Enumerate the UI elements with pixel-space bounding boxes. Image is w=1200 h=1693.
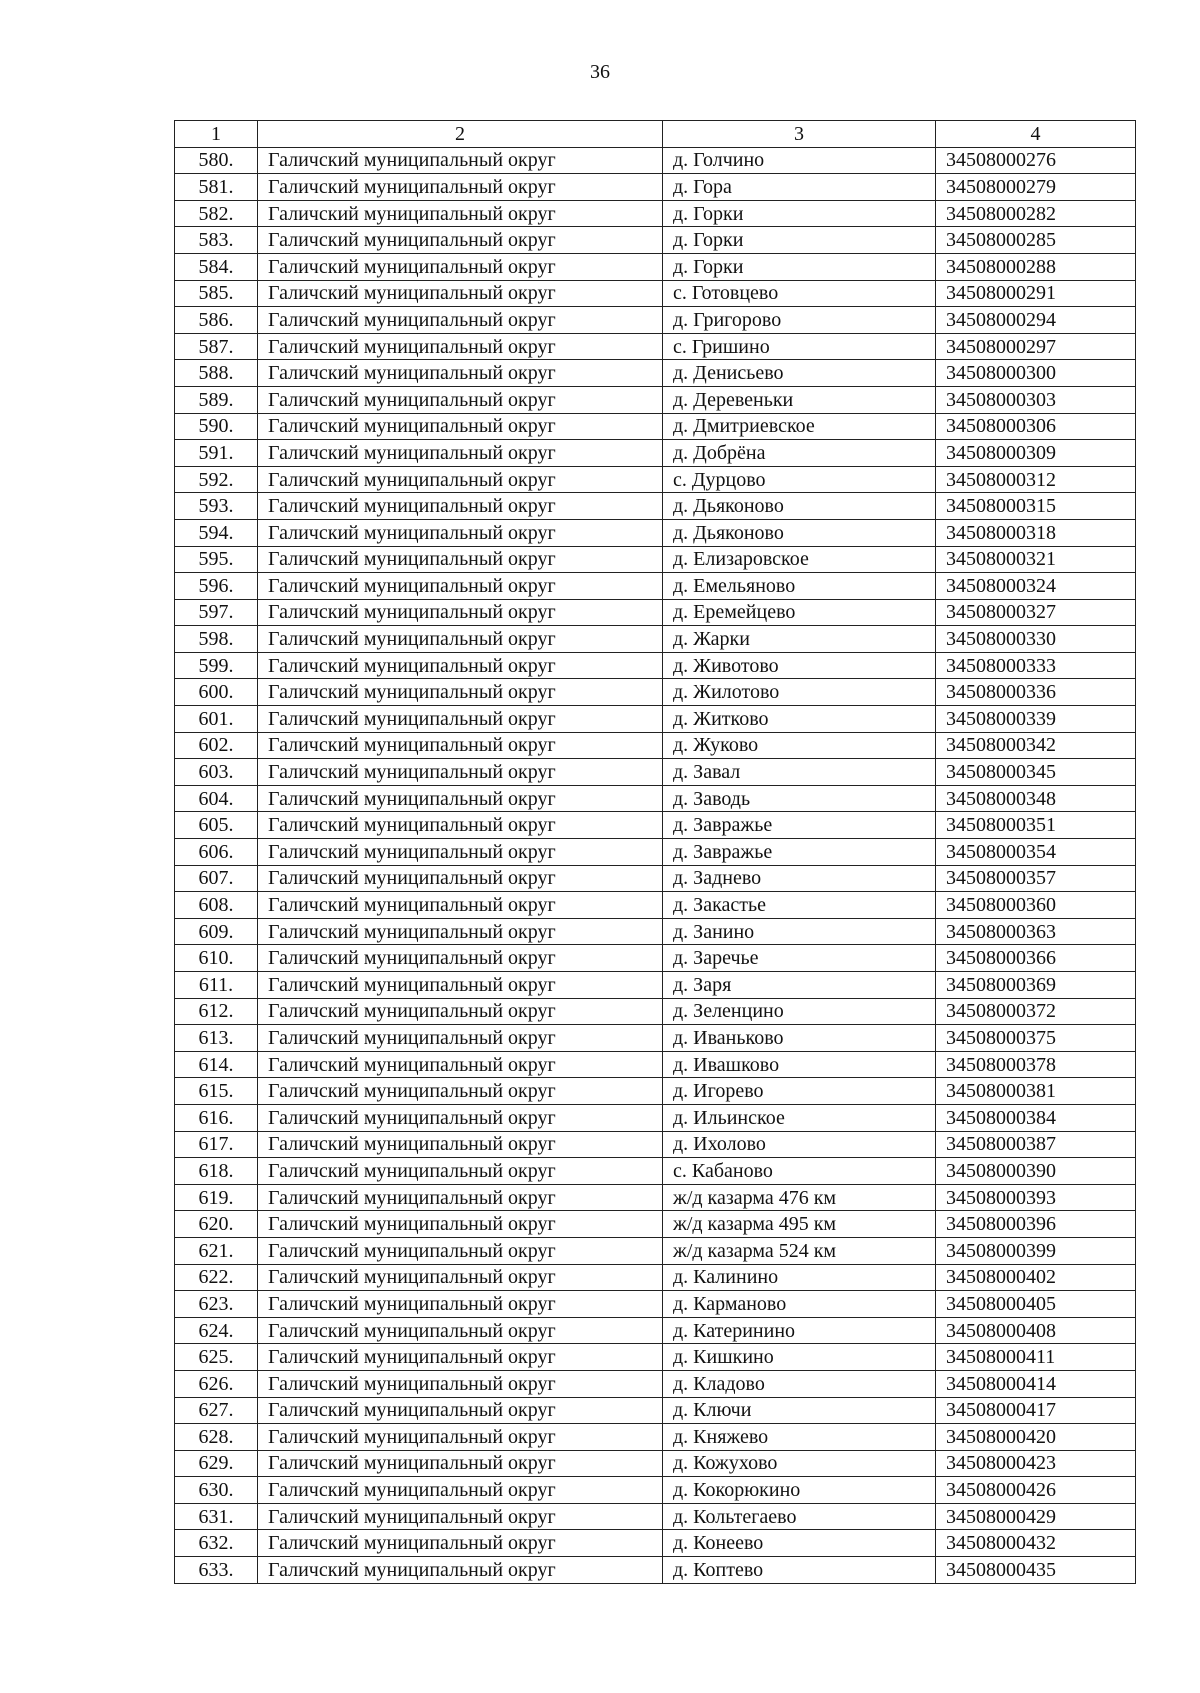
oktmo-code: 34508000285	[936, 227, 1136, 254]
oktmo-code: 34508000414	[936, 1370, 1136, 1397]
municipality: Галичский муниципальный округ	[258, 1397, 663, 1424]
table-row	[175, 1424, 1136, 1451]
table-row	[175, 493, 1136, 520]
settlement-name: д. Кокорюкино	[663, 1477, 936, 1504]
row-number: 585.	[175, 280, 258, 307]
row-number: 615.	[175, 1078, 258, 1105]
oktmo-code: 34508000318	[936, 519, 1136, 546]
oktmo-code: 34508000426	[936, 1477, 1136, 1504]
municipality: Галичский муниципальный округ	[258, 706, 663, 733]
table-row	[175, 1025, 1136, 1052]
oktmo-code: 34508000351	[936, 812, 1136, 839]
table-row	[175, 1370, 1136, 1397]
table-row	[175, 1291, 1136, 1318]
settlement-name: д. Дьяконово	[663, 493, 936, 520]
row-number: 597.	[175, 599, 258, 626]
settlement-name: с. Дурцово	[663, 466, 936, 493]
municipality: Галичский муниципальный округ	[258, 147, 663, 174]
municipality: Галичский муниципальный округ	[258, 1317, 663, 1344]
table-row	[175, 1078, 1136, 1105]
table-row	[175, 546, 1136, 573]
oktmo-code: 34508000381	[936, 1078, 1136, 1105]
municipality: Галичский муниципальный округ	[258, 1211, 663, 1238]
settlement-name: д. Катеринино	[663, 1317, 936, 1344]
oktmo-code: 34508000387	[936, 1131, 1136, 1158]
row-number: 609.	[175, 918, 258, 945]
column-header-2: 2	[258, 121, 663, 148]
oktmo-code: 34508000282	[936, 200, 1136, 227]
oktmo-code: 34508000402	[936, 1264, 1136, 1291]
settlement-name: д. Еремейцево	[663, 599, 936, 626]
settlement-name: д. Завражье	[663, 812, 936, 839]
table-body	[175, 147, 1136, 1583]
municipality: Галичский муниципальный округ	[258, 1291, 663, 1318]
row-number: 621.	[175, 1237, 258, 1264]
row-number: 613.	[175, 1025, 258, 1052]
municipality: Галичский муниципальный округ	[258, 918, 663, 945]
settlements-table	[174, 120, 1136, 1584]
oktmo-code: 34508000321	[936, 546, 1136, 573]
municipality: Галичский муниципальный округ	[258, 1450, 663, 1477]
settlement-name: д. Заречье	[663, 945, 936, 972]
oktmo-code: 34508000336	[936, 679, 1136, 706]
municipality: Галичский муниципальный округ	[258, 493, 663, 520]
settlement-name: д. Емельяново	[663, 573, 936, 600]
municipality: Галичский муниципальный округ	[258, 573, 663, 600]
oktmo-code: 34508000324	[936, 573, 1136, 600]
settlement-name: д. Карманово	[663, 1291, 936, 1318]
table-row	[175, 945, 1136, 972]
table-row	[175, 1477, 1136, 1504]
table-row	[175, 1211, 1136, 1238]
row-number: 589.	[175, 386, 258, 413]
settlement-name: д. Кожухово	[663, 1450, 936, 1477]
oktmo-code: 34508000432	[936, 1530, 1136, 1557]
row-number: 587.	[175, 333, 258, 360]
municipality: Галичский муниципальный округ	[258, 1424, 663, 1451]
table-row	[175, 1158, 1136, 1185]
row-number: 590.	[175, 413, 258, 440]
row-number: 626.	[175, 1370, 258, 1397]
table-row	[175, 1131, 1136, 1158]
municipality: Галичский муниципальный округ	[258, 865, 663, 892]
row-number: 611.	[175, 972, 258, 999]
settlement-name: с. Гришино	[663, 333, 936, 360]
row-number: 616.	[175, 1104, 258, 1131]
row-number: 624.	[175, 1317, 258, 1344]
table-row	[175, 865, 1136, 892]
row-number: 593.	[175, 493, 258, 520]
table-row	[175, 1397, 1136, 1424]
municipality: Галичский муниципальный округ	[258, 1025, 663, 1052]
settlement-name: д. Княжево	[663, 1424, 936, 1451]
row-number: 617.	[175, 1131, 258, 1158]
table-row	[175, 174, 1136, 201]
municipality: Галичский муниципальный округ	[258, 227, 663, 254]
settlement-name: д. Жарки	[663, 626, 936, 653]
row-number: 618.	[175, 1158, 258, 1185]
municipality: Галичский муниципальный округ	[258, 386, 663, 413]
row-number: 620.	[175, 1211, 258, 1238]
settlement-name: ж/д казарма 476 км	[663, 1184, 936, 1211]
municipality: Галичский муниципальный округ	[258, 200, 663, 227]
table-row	[175, 1104, 1136, 1131]
table-row	[175, 413, 1136, 440]
municipality: Галичский муниципальный округ	[258, 1530, 663, 1557]
settlement-name: д. Ильинское	[663, 1104, 936, 1131]
settlement-name: д. Горки	[663, 253, 936, 280]
settlement-name: д. Дмитриевское	[663, 413, 936, 440]
settlement-name: д. Ихолово	[663, 1131, 936, 1158]
row-number: 601.	[175, 706, 258, 733]
oktmo-code: 34508000360	[936, 892, 1136, 919]
municipality: Галичский муниципальный округ	[258, 1477, 663, 1504]
settlement-name: д. Горки	[663, 200, 936, 227]
oktmo-code: 34508000384	[936, 1104, 1136, 1131]
oktmo-code: 34508000399	[936, 1237, 1136, 1264]
oktmo-code: 34508000435	[936, 1557, 1136, 1584]
table-row	[175, 732, 1136, 759]
table-row	[175, 1530, 1136, 1557]
table-row	[175, 1264, 1136, 1291]
settlement-name: д. Заднево	[663, 865, 936, 892]
table-row	[175, 785, 1136, 812]
municipality: Галичский муниципальный округ	[258, 546, 663, 573]
oktmo-code: 34508000366	[936, 945, 1136, 972]
municipality: Галичский муниципальный округ	[258, 652, 663, 679]
oktmo-code: 34508000429	[936, 1503, 1136, 1530]
table-row	[175, 307, 1136, 334]
table-row	[175, 440, 1136, 467]
row-number: 631.	[175, 1503, 258, 1530]
oktmo-code: 34508000420	[936, 1424, 1136, 1451]
municipality: Галичский муниципальный округ	[258, 174, 663, 201]
municipality: Галичский муниципальный округ	[258, 1344, 663, 1371]
settlement-name: д. Зеленцино	[663, 998, 936, 1025]
table-row	[175, 360, 1136, 387]
table-row	[175, 227, 1136, 254]
table-row	[175, 519, 1136, 546]
settlement-name: д. Кишкино	[663, 1344, 936, 1371]
table-row	[175, 1450, 1136, 1477]
municipality: Галичский муниципальный округ	[258, 599, 663, 626]
page-number: 36	[590, 61, 610, 83]
settlement-name: д. Гора	[663, 174, 936, 201]
row-number: 586.	[175, 307, 258, 334]
oktmo-code: 34508000315	[936, 493, 1136, 520]
oktmo-code: 34508000276	[936, 147, 1136, 174]
table-row	[175, 759, 1136, 786]
row-number: 610.	[175, 945, 258, 972]
oktmo-code: 34508000330	[936, 626, 1136, 653]
table-row	[175, 1503, 1136, 1530]
settlement-name: д. Заводь	[663, 785, 936, 812]
table-row	[175, 679, 1136, 706]
oktmo-code: 34508000408	[936, 1317, 1136, 1344]
row-number: 606.	[175, 839, 258, 866]
table-row	[175, 706, 1136, 733]
row-number: 603.	[175, 759, 258, 786]
oktmo-code: 34508000309	[936, 440, 1136, 467]
oktmo-code: 34508000348	[936, 785, 1136, 812]
column-header-4: 4	[936, 121, 1136, 148]
municipality: Галичский муниципальный округ	[258, 998, 663, 1025]
table-row	[175, 1184, 1136, 1211]
municipality: Галичский муниципальный округ	[258, 1158, 663, 1185]
oktmo-code: 34508000390	[936, 1158, 1136, 1185]
settlement-name: д. Деревеньки	[663, 386, 936, 413]
table-row	[175, 652, 1136, 679]
settlement-name: д. Голчино	[663, 147, 936, 174]
table-row	[175, 998, 1136, 1025]
settlement-name: с. Готовцево	[663, 280, 936, 307]
oktmo-code: 34508000396	[936, 1211, 1136, 1238]
oktmo-code: 34508000363	[936, 918, 1136, 945]
settlement-name: д. Иваньково	[663, 1025, 936, 1052]
oktmo-code: 34508000333	[936, 652, 1136, 679]
settlement-name: д. Занино	[663, 918, 936, 945]
table-row	[175, 200, 1136, 227]
table-row	[175, 918, 1136, 945]
oktmo-code: 34508000294	[936, 307, 1136, 334]
oktmo-code: 34508000300	[936, 360, 1136, 387]
table-row	[175, 466, 1136, 493]
municipality: Галичский муниципальный округ	[258, 333, 663, 360]
row-number: 633.	[175, 1557, 258, 1584]
table-row	[175, 972, 1136, 999]
municipality: Галичский муниципальный округ	[258, 945, 663, 972]
settlement-name: д. Кладово	[663, 1370, 936, 1397]
table-row	[175, 147, 1136, 174]
settlement-name: д. Ивашково	[663, 1051, 936, 1078]
settlement-name: д. Добрёна	[663, 440, 936, 467]
settlement-name: д. Животово	[663, 652, 936, 679]
table-row	[175, 1051, 1136, 1078]
settlement-name: д. Завражье	[663, 839, 936, 866]
column-header-1: 1	[175, 121, 258, 148]
table-row	[175, 599, 1136, 626]
oktmo-code: 34508000288	[936, 253, 1136, 280]
table-row	[175, 812, 1136, 839]
row-number: 581.	[175, 174, 258, 201]
settlement-name: д. Завал	[663, 759, 936, 786]
settlement-name: д. Ключи	[663, 1397, 936, 1424]
municipality: Галичский муниципальный округ	[258, 1370, 663, 1397]
municipality: Галичский муниципальный округ	[258, 839, 663, 866]
row-number: 599.	[175, 652, 258, 679]
oktmo-code: 34508000327	[936, 599, 1136, 626]
municipality: Галичский муниципальный округ	[258, 812, 663, 839]
municipality: Галичский муниципальный округ	[258, 759, 663, 786]
row-number: 596.	[175, 573, 258, 600]
settlement-name: д. Жуково	[663, 732, 936, 759]
row-number: 580.	[175, 147, 258, 174]
column-header-3: 3	[663, 121, 936, 148]
municipality: Галичский муниципальный округ	[258, 1503, 663, 1530]
settlement-name: д. Григорово	[663, 307, 936, 334]
row-number: 629.	[175, 1450, 258, 1477]
table-row	[175, 280, 1136, 307]
table-row	[175, 1344, 1136, 1371]
municipality: Галичский муниципальный округ	[258, 1051, 663, 1078]
settlement-name: д. Дьяконово	[663, 519, 936, 546]
municipality: Галичский муниципальный округ	[258, 732, 663, 759]
row-number: 595.	[175, 546, 258, 573]
table-row	[175, 333, 1136, 360]
municipality: Галичский муниципальный округ	[258, 307, 663, 334]
oktmo-code: 34508000306	[936, 413, 1136, 440]
settlement-name: д. Горки	[663, 227, 936, 254]
municipality: Галичский муниципальный округ	[258, 1184, 663, 1211]
municipality: Галичский муниципальный округ	[258, 679, 663, 706]
municipality: Галичский муниципальный округ	[258, 440, 663, 467]
municipality: Галичский муниципальный округ	[258, 1237, 663, 1264]
settlement-name: д. Коптево	[663, 1557, 936, 1584]
row-number: 605.	[175, 812, 258, 839]
table-row	[175, 1237, 1136, 1264]
oktmo-code: 34508000369	[936, 972, 1136, 999]
row-number: 632.	[175, 1530, 258, 1557]
settlement-name: ж/д казарма 524 км	[663, 1237, 936, 1264]
table-header-row	[175, 121, 1136, 148]
row-number: 584.	[175, 253, 258, 280]
row-number: 602.	[175, 732, 258, 759]
oktmo-code: 34508000378	[936, 1051, 1136, 1078]
municipality: Галичский муниципальный округ	[258, 972, 663, 999]
row-number: 591.	[175, 440, 258, 467]
settlement-name: д. Закастье	[663, 892, 936, 919]
row-number: 628.	[175, 1424, 258, 1451]
row-number: 594.	[175, 519, 258, 546]
municipality: Галичский муниципальный округ	[258, 253, 663, 280]
settlement-name: с. Кабаново	[663, 1158, 936, 1185]
municipality: Галичский муниципальный округ	[258, 413, 663, 440]
oktmo-code: 34508000291	[936, 280, 1136, 307]
oktmo-code: 34508000345	[936, 759, 1136, 786]
table-row	[175, 1317, 1136, 1344]
row-number: 619.	[175, 1184, 258, 1211]
table-row	[175, 253, 1136, 280]
settlement-name: д. Заря	[663, 972, 936, 999]
row-number: 625.	[175, 1344, 258, 1371]
municipality: Галичский муниципальный округ	[258, 1104, 663, 1131]
row-number: 630.	[175, 1477, 258, 1504]
table-row	[175, 839, 1136, 866]
settlement-name: д. Конеево	[663, 1530, 936, 1557]
row-number: 598.	[175, 626, 258, 653]
oktmo-code: 34508000312	[936, 466, 1136, 493]
row-number: 607.	[175, 865, 258, 892]
settlement-name: д. Денисьево	[663, 360, 936, 387]
municipality: Галичский муниципальный округ	[258, 280, 663, 307]
row-number: 582.	[175, 200, 258, 227]
row-number: 627.	[175, 1397, 258, 1424]
municipality: Галичский муниципальный округ	[258, 1078, 663, 1105]
row-number: 592.	[175, 466, 258, 493]
table-row	[175, 892, 1136, 919]
row-number: 608.	[175, 892, 258, 919]
table-row	[175, 1557, 1136, 1584]
oktmo-code: 34508000405	[936, 1291, 1136, 1318]
municipality: Галичский муниципальный округ	[258, 360, 663, 387]
row-number: 612.	[175, 998, 258, 1025]
row-number: 588.	[175, 360, 258, 387]
settlement-name: ж/д казарма 495 км	[663, 1211, 936, 1238]
row-number: 604.	[175, 785, 258, 812]
oktmo-code: 34508000372	[936, 998, 1136, 1025]
settlement-name: д. Кольтегаево	[663, 1503, 936, 1530]
oktmo-code: 34508000342	[936, 732, 1136, 759]
row-number: 622.	[175, 1264, 258, 1291]
oktmo-code: 34508000297	[936, 333, 1136, 360]
table-row	[175, 386, 1136, 413]
row-number: 623.	[175, 1291, 258, 1318]
municipality: Галичский муниципальный округ	[258, 1131, 663, 1158]
table-row	[175, 626, 1136, 653]
oktmo-code: 34508000279	[936, 174, 1136, 201]
row-number: 614.	[175, 1051, 258, 1078]
municipality: Галичский муниципальный округ	[258, 1557, 663, 1584]
oktmo-code: 34508000417	[936, 1397, 1136, 1424]
settlement-name: д. Елизаровское	[663, 546, 936, 573]
oktmo-code: 34508000357	[936, 865, 1136, 892]
settlement-name: д. Жилотово	[663, 679, 936, 706]
settlement-name: д. Житково	[663, 706, 936, 733]
oktmo-code: 34508000375	[936, 1025, 1136, 1052]
municipality: Галичский муниципальный округ	[258, 785, 663, 812]
oktmo-code: 34508000339	[936, 706, 1136, 733]
oktmo-code: 34508000411	[936, 1344, 1136, 1371]
oktmo-code: 34508000423	[936, 1450, 1136, 1477]
municipality: Галичский муниципальный округ	[258, 466, 663, 493]
oktmo-code: 34508000354	[936, 839, 1136, 866]
oktmo-code: 34508000303	[936, 386, 1136, 413]
municipality: Галичский муниципальный округ	[258, 519, 663, 546]
row-number: 583.	[175, 227, 258, 254]
settlement-name: д. Игорево	[663, 1078, 936, 1105]
municipality: Галичский муниципальный округ	[258, 626, 663, 653]
table-row	[175, 573, 1136, 600]
municipality: Галичский муниципальный округ	[258, 1264, 663, 1291]
row-number: 600.	[175, 679, 258, 706]
settlement-name: д. Калинино	[663, 1264, 936, 1291]
oktmo-code: 34508000393	[936, 1184, 1136, 1211]
municipality: Галичский муниципальный округ	[258, 892, 663, 919]
